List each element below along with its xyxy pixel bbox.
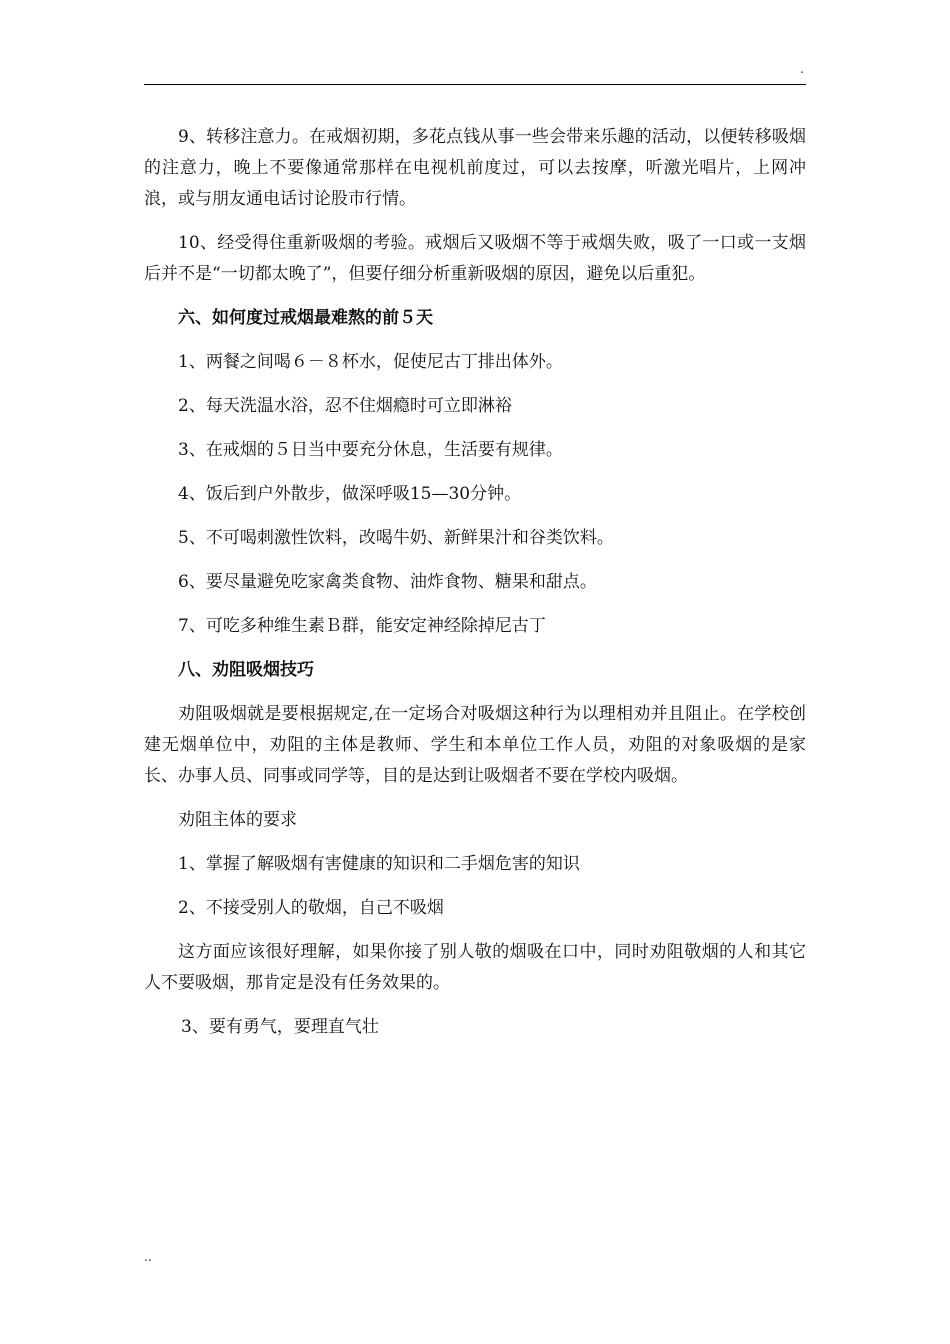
list-item-2: 2、每天洗温水浴，忍不住烟瘾时可立即淋裕 bbox=[178, 396, 512, 416]
list-item-4: 4、饭后到户外散步，做深呼吸15—30分钟。 bbox=[178, 484, 522, 504]
header-rule bbox=[144, 84, 806, 85]
header-dot: . bbox=[800, 62, 804, 76]
intro-paragraph: 劝阻吸烟就是要根据规定,在一定场合对吸烟这种行为以理相劝并且阻止。在学校创建无烟单位中，劝阻的主体是教师、学生和本单位工作人员，劝阻的对象吸烟的是家长、办事人员、同事或同学等，目的是达到让吸烟者不要在学校内吸烟。 bbox=[144, 704, 806, 786]
section-heading-8: 八、劝阻吸烟技巧 bbox=[178, 660, 314, 680]
requirement-item-2: 2、不接受别人的敬烟，自己不吸烟 bbox=[178, 898, 444, 918]
document-body bbox=[144, 122, 806, 1043]
list-item-6: 6、要尽量避免吃家禽类食物、油炸食物、糖果和甜点。 bbox=[178, 572, 597, 592]
requirements-label: 劝阻主体的要求 bbox=[178, 810, 297, 830]
requirement-item-3: 3、要有勇气，要理直气壮 bbox=[181, 1017, 379, 1037]
section-heading-6: 六、如何度过戒烟最难熬的前５天 bbox=[178, 308, 433, 328]
list-item-5: 5、不可喝刺激性饮料，改喝牛奶、新鲜果汁和谷类饮料。 bbox=[178, 528, 614, 548]
list-item-1: 1、两餐之间喝６－８杯水，促使尼古丁排出体外。 bbox=[178, 352, 563, 372]
paragraph-item-10: 10、经受得住重新吸烟的考验。戒烟后又吸烟不等于戒烟失败，吸了一口或一支烟后并不是“一切都太晚了”，但要仔细分析重新吸烟的原因，避免以后重犯。 bbox=[144, 233, 806, 284]
footer-dots: .. bbox=[144, 1250, 152, 1264]
requirement-note: 这方面应该很好理解，如果你接了别人敬的烟吸在口中，同时劝阻敬烟的人和其它人不要吸烟，那肯定是没有任务效果的。 bbox=[144, 942, 806, 993]
paragraph-item-9: 9、转移注意力。在戒烟初期，多花点钱从事一些会带来乐趣的活动，以便转移吸烟的注意力，晚上不要像通常那样在电视机前度过，可以去按摩，听激光唱片，上网冲浪，或与朋友通电话讨论股市行情。 bbox=[144, 127, 806, 209]
list-item-7: 7、可吃多种维生素Ｂ群，能安定神经除掉尼古丁 bbox=[178, 616, 546, 636]
list-item-3: 3、在戒烟的５日当中要充分休息，生活要有规律。 bbox=[178, 440, 563, 460]
requirement-item-1: 1、掌握了解吸烟有害健康的知识和二手烟危害的知识 bbox=[178, 854, 580, 874]
